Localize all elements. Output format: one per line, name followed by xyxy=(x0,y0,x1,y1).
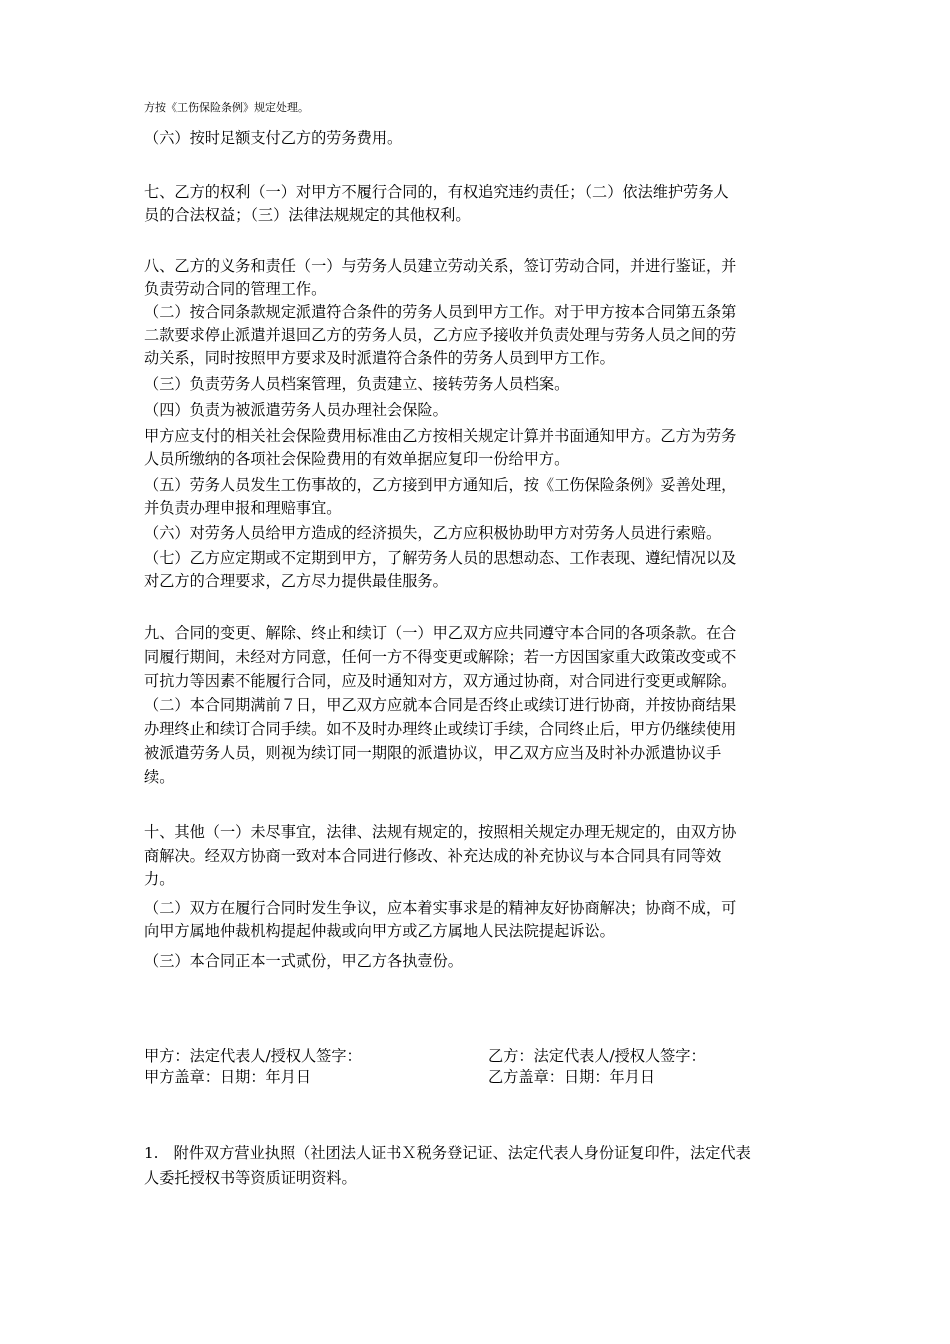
contract-text-line: （六）对劳务人员给甲方造成的经济损失，乙方应积极协助甲方对劳务人员进行索赔。 xyxy=(144,524,722,542)
contract-text-line: 商解决。经双方协商一致对本合同进行修改、补充达成的补充协议与本合同具有同等效 xyxy=(144,847,722,865)
contract-text-line: 负责劳动合同的管理工作。 xyxy=(144,280,327,298)
contract-text-line: （三）负责劳务人员档案管理，负责建立、接转劳务人员档案。 xyxy=(144,375,570,393)
party-b-seal-date-label: 乙方盖章：日期：年月日 xyxy=(488,1068,656,1086)
contract-text-line: （二）本合同期满前７日，甲乙双方应就本合同是否终止或续订进行协商，并按协商结果 xyxy=(144,696,737,714)
attachment-line-2: 人委托授权书等资质证明资料。 xyxy=(144,1169,357,1187)
contract-text-line: 人员所缴纳的各项社会保险费用的有效单据应复印一份给甲方。 xyxy=(144,450,570,468)
contract-text-line: （二）按合同条款规定派遣符合条件的劳务人员到甲方工作。对于甲方按本合同第五条第 xyxy=(144,303,737,321)
contract-text-line: （六）按时足额支付乙方的劳务费用。 xyxy=(144,129,403,147)
contract-text-line: 动关系，同时按照甲方要求及时派遣符合条件的劳务人员到甲方工作。 xyxy=(144,349,615,367)
contract-text-line: 甲方应支付的相关社会保险费用标准由乙方按相关规定计算并书面通知甲方。乙方为劳务 xyxy=(144,427,737,445)
contract-text-line: 力。 xyxy=(144,870,175,888)
contract-text-line: 二款要求停止派遣并退回乙方的劳务人员，乙方应予接收并负责处理与劳务人员之间的劳 xyxy=(144,326,737,344)
contract-text-line: 员的合法权益；（三）法律法规规定的其他权利。 xyxy=(144,206,471,224)
contract-text-line: 九、合同的变更、解除、终止和续订（一）甲乙双方应共同遵守本合同的各项条款。在合 xyxy=(144,624,737,642)
contract-text-line: （三）本合同正本一式贰份，甲乙方各执壹份。 xyxy=(144,952,463,970)
party-b-signature-label: 乙方：法定代表人/授权人签字： xyxy=(488,1047,706,1065)
contract-text-line: 八、乙方的义务和责任（一）与劳务人员建立劳动关系，签订劳动合同，并进行鉴证，并 xyxy=(144,257,737,275)
contract-text-line: （四）负责为被派遣劳务人员办理社会保险。 xyxy=(144,401,448,419)
party-a-signature-label: 甲方：法定代表人/授权人签字： xyxy=(144,1047,362,1065)
contract-text-line: 办理终止和续订合同手续。如不及时办理终止或续订手续，合同终止后，甲方仍继续使用 xyxy=(144,720,737,738)
contract-text-line: 并负责办理申报和理赔事宜。 xyxy=(144,499,342,517)
continued-clause-fragment: 方按《工伤保险条例》规定处理。 xyxy=(144,101,309,114)
contract-text-line: （五）劳务人员发生工伤事故的，乙方接到甲方通知后，按《工伤保险条例》妥善处理， xyxy=(144,476,737,494)
contract-text-line: 同履行期间，未经对方同意，任何一方不得变更或解除；若一方因国家重大政策改变或不 xyxy=(144,648,737,666)
contract-text-line: （二）双方在履行合同时发生争议，应本着实事求是的精神友好协商解决；协商不成，可 xyxy=(144,899,737,917)
contract-text-line: 向甲方属地仲裁机构提起仲裁或向甲方或乙方属地人民法院提起诉讼。 xyxy=(144,922,615,940)
contract-text-line: 对乙方的合理要求，乙方尽力提供最佳服务。 xyxy=(144,572,448,590)
attachment-line-1: 1. 附件双方营业执照（社团法人证书Ｘ税务登记证、法定代表人身份证复印件，法定代表 xyxy=(144,1144,751,1162)
contract-text-line: 被派遣劳务人员，则视为续订同一期限的派遣协议，甲乙双方应当及时补办派遣协议手 xyxy=(144,744,722,762)
party-a-seal-date-label: 甲方盖章：日期：年月日 xyxy=(144,1068,312,1086)
contract-text-line: 续。 xyxy=(144,768,175,786)
contract-text-line: 七、乙方的权利（一）对甲方不履行合同的，有权追究违约责任；（二）依法维护劳务人 xyxy=(144,183,729,201)
contract-text-line: （七）乙方应定期或不定期到甲方，了解劳务人员的思想动态、工作表现、遵纪情况以及 xyxy=(144,549,737,567)
contract-text-line: 可抗力等因素不能履行合同，应及时通知对方，双方通过协商，对合同进行变更或解除。 xyxy=(144,672,737,690)
contract-text-line: 十、其他（一）未尽事宜，法律、法规有规定的，按照相关规定办理无规定的，由双方协 xyxy=(144,823,737,841)
